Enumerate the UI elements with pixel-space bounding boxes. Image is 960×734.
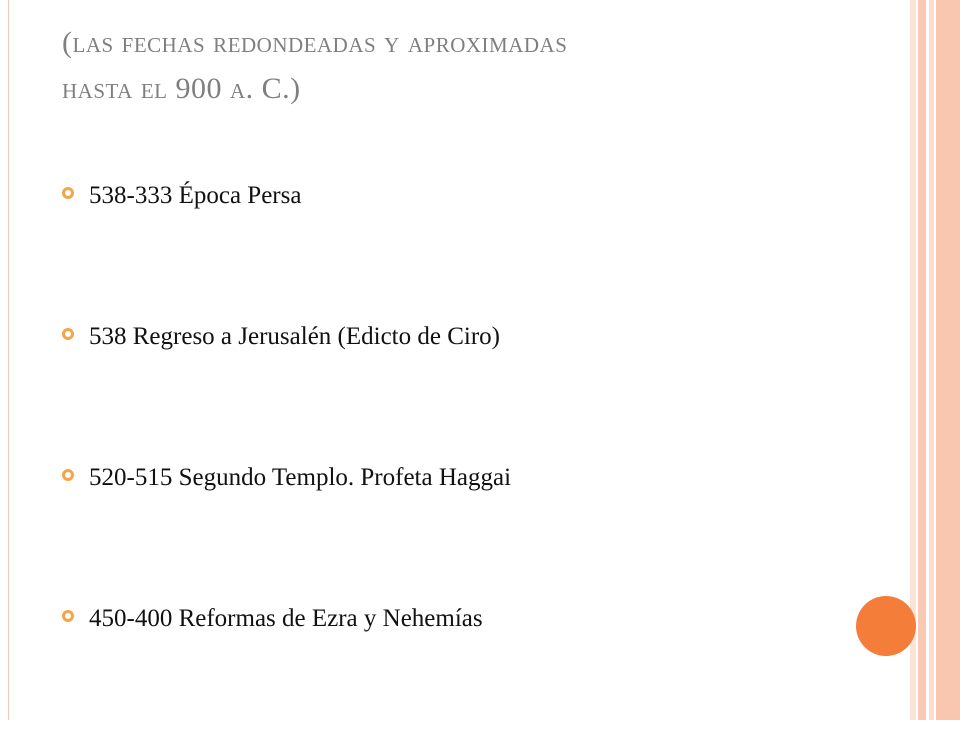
circle-bullet-icon [62, 610, 74, 622]
list-item-text: 538 Regreso a Jerusalén (Edicto de Ciro) [89, 323, 500, 350]
list-item [62, 311, 822, 452]
list-item-text: 538-333 Época Persa [89, 182, 302, 209]
list-item-text: 520-515 Segundo Templo. Profeta Haggai [89, 464, 512, 491]
orange-circle-decoration [856, 596, 916, 656]
list-item [62, 170, 822, 311]
list-item [62, 593, 822, 734]
circle-bullet-icon [62, 328, 74, 340]
circle-bullet-icon [62, 469, 74, 481]
left-border-line [8, 0, 9, 720]
slide-title-line-1: (las fechas redondeadas y aproximadas [62, 26, 568, 59]
right-decorative-stripes [910, 0, 960, 720]
slide-title [62, 20, 842, 112]
bullet-list [62, 170, 822, 734]
slide-title-line-2: hasta el 900 a. C.) [62, 72, 301, 105]
circle-bullet-icon [62, 187, 74, 199]
list-item-text: 450-400 Reformas de Ezra y Nehemías [89, 605, 483, 632]
list-item [62, 452, 822, 593]
